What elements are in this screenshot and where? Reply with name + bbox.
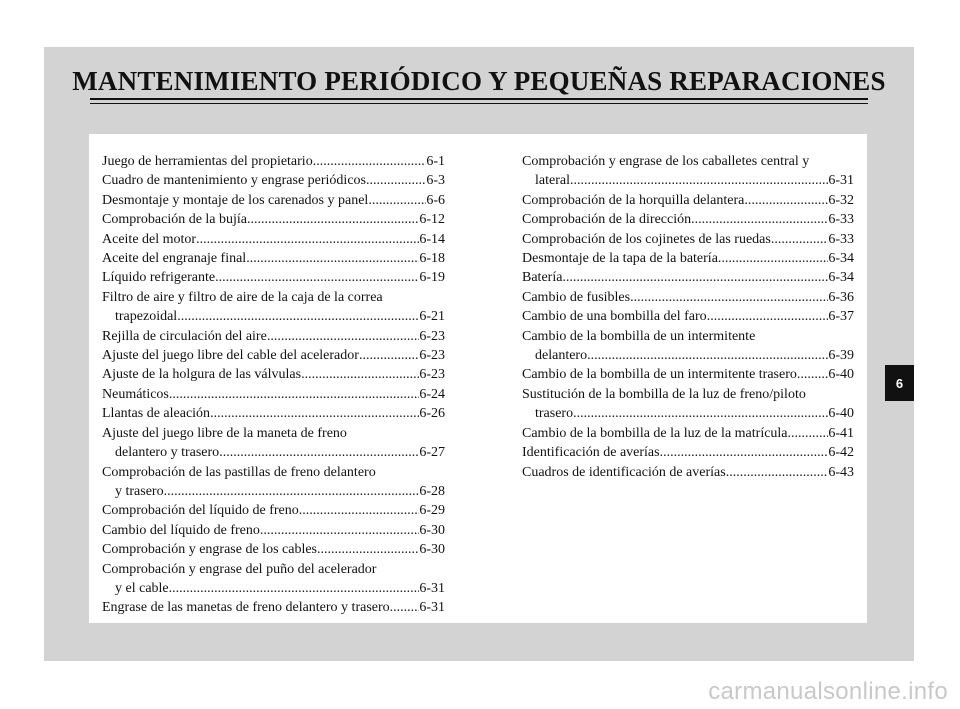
toc-entry-title: Comprobación de la dirección	[522, 212, 692, 228]
toc-entry-title: Sustitución de la bombilla de la luz de freno/piloto	[522, 386, 806, 402]
dot-leader	[359, 346, 419, 365]
toc-entry[interactable]	[102, 598, 445, 617]
toc-page-number: 6-31	[419, 580, 445, 596]
dot-leader	[210, 404, 419, 423]
toc-entry-title: Identificación de averías	[522, 445, 660, 461]
dot-leader	[771, 230, 829, 249]
toc-page-number: 6-39	[828, 348, 854, 364]
toc-page-number: 6-42	[828, 445, 854, 461]
dot-leader	[169, 385, 419, 404]
toc-entry-title: Comprobación y engrase de los cables	[102, 542, 317, 558]
toc-page-number: 6-6	[426, 192, 445, 208]
toc-entry[interactable]	[102, 268, 445, 287]
toc-entry[interactable]	[522, 365, 854, 384]
dot-leader	[788, 424, 829, 443]
toc-entry-title: Comprobación y engrase del puño del acelerador	[102, 561, 377, 577]
toc-entry[interactable]	[522, 210, 854, 229]
toc-entry-title: Comprobación de las pastillas de freno delantero	[102, 464, 376, 480]
toc-entry-title: Cuadro de mantenimiento y engrase periódicos	[102, 173, 366, 189]
toc-entry[interactable]	[102, 385, 445, 404]
toc-page-number: 6-26	[419, 406, 445, 422]
dot-leader	[718, 249, 828, 268]
dot-leader	[726, 463, 829, 482]
toc-entry[interactable]	[102, 521, 445, 540]
toc-entry-title: Neumáticos	[102, 386, 169, 402]
toc-entry-title: Batería	[522, 270, 563, 286]
toc-entry[interactable]	[102, 249, 445, 268]
toc-entry[interactable]	[102, 152, 445, 171]
toc-entry[interactable]	[102, 230, 445, 249]
dot-leader	[562, 268, 828, 287]
toc-page-number: 6-33	[828, 231, 854, 247]
toc-entry-title: Cambio de una bombilla del faro	[522, 309, 707, 325]
toc-entry[interactable]	[102, 327, 445, 346]
toc-page-number: 6-3	[426, 173, 445, 189]
dot-leader	[169, 579, 420, 598]
dot-leader	[215, 268, 419, 287]
toc-entry-title: Aceite del engranaje final	[102, 251, 247, 267]
dot-leader	[691, 210, 828, 229]
dot-leader	[246, 249, 419, 268]
toc-page-number: 6-30	[419, 542, 445, 558]
toc-page-number: 6-33	[828, 212, 854, 228]
toc-entry-title: Ajuste de la holgura de las válvulas	[102, 367, 302, 383]
toc-entry[interactable]	[102, 463, 445, 502]
toc-entry[interactable]	[522, 191, 854, 210]
toc-page-number: 6-32	[828, 192, 854, 208]
toc-column-right	[522, 152, 854, 482]
toc-page-number: 6-31	[419, 600, 445, 616]
toc-entry-title: Llantas de aleación	[102, 406, 211, 422]
dot-leader	[366, 171, 426, 190]
dot-leader	[570, 171, 828, 190]
section-tab[interactable]: 6	[885, 365, 914, 401]
toc-entry[interactable]	[522, 288, 854, 307]
dot-leader	[196, 230, 419, 249]
toc-page-number: 6-23	[419, 328, 445, 344]
toc-page-number: 6-23	[419, 348, 445, 364]
toc-page-number: 6-24	[419, 386, 445, 402]
toc-entry-title: Comprobación del líquido de freno	[102, 503, 299, 519]
dot-leader	[260, 521, 419, 540]
dot-leader	[247, 210, 419, 229]
dot-leader	[744, 191, 828, 210]
toc-entry-title: Comprobación de los cojinetes de las ruedas	[522, 231, 771, 247]
toc-entry-title: Ajuste del juego libre de la maneta de freno	[102, 425, 347, 441]
toc-entry-title: Cambio de la bombilla de un intermitente trasero	[522, 367, 797, 383]
dot-leader	[219, 443, 419, 462]
toc-entry[interactable]	[522, 230, 854, 249]
toc-page-number: 6-23	[419, 367, 445, 383]
toc-entry[interactable]	[102, 540, 445, 559]
toc-entry-title: Engrase de las manetas de freno delantero y trasero	[102, 600, 390, 616]
dot-leader	[313, 152, 427, 171]
toc-column-left	[102, 152, 445, 618]
dot-leader	[164, 482, 420, 501]
toc-entry[interactable]	[102, 501, 445, 520]
toc-entry-title: Cambio del líquido de freno	[102, 522, 260, 538]
dot-leader	[177, 307, 419, 326]
toc-entry[interactable]	[522, 463, 854, 482]
toc-page-number: 6-12	[419, 212, 445, 228]
toc-entry-title: trapezoidal	[115, 309, 178, 325]
dot-leader	[573, 404, 828, 423]
dot-leader	[368, 191, 426, 210]
toc-page-number: 6-36	[828, 289, 854, 305]
toc-entry[interactable]	[102, 560, 445, 599]
toc-entry-title: delantero	[535, 348, 588, 364]
dot-leader	[587, 346, 828, 365]
toc-entry-title: lateral	[535, 173, 570, 189]
toc-page-number: 6-1	[426, 154, 445, 169]
toc-page-number: 6-43	[828, 464, 854, 480]
dot-leader	[707, 307, 829, 326]
toc-entry[interactable]	[522, 424, 854, 443]
toc-page-number: 6-31	[828, 173, 854, 189]
dot-leader	[630, 288, 828, 307]
toc-entry-title: Aceite del motor	[102, 231, 197, 247]
toc-entry-title: y el cable	[115, 580, 169, 596]
toc-page-number: 6-18	[419, 251, 445, 267]
toc-page-number: 6-40	[828, 406, 854, 422]
toc-entry-title: Comprobación de la bujía	[102, 212, 248, 228]
watermark: carmanualsonline.info	[708, 678, 948, 705]
dot-leader	[299, 501, 420, 520]
toc-entry-title: Rejilla de circulación del aire	[102, 328, 267, 344]
table-of-contents	[89, 134, 867, 623]
toc-entry[interactable]	[522, 152, 854, 191]
title-rule-thick	[90, 98, 868, 100]
toc-page-number: 6-21	[419, 309, 445, 325]
toc-page-number: 6-19	[419, 270, 445, 286]
toc-entry-title: delantero y trasero	[115, 445, 220, 461]
title-rule-thin	[90, 103, 868, 104]
toc-entry[interactable]	[522, 307, 854, 326]
toc-page-number: 6-40	[828, 367, 854, 383]
toc-entry-title: Cambio de la bombilla de un intermitente	[522, 328, 756, 344]
toc-page-number: 6-34	[828, 270, 854, 286]
toc-entry[interactable]	[102, 365, 445, 384]
toc-entry-title: Cambio de fusibles	[522, 289, 631, 305]
toc-entry[interactable]	[102, 191, 445, 210]
toc-entry-title: Ajuste del juego libre del cable del acelerador	[102, 348, 359, 364]
toc-entry-title: Cambio de la bombilla de la luz de la matrícula	[522, 425, 788, 441]
toc-entry-title: Cuadros de identificación de averías	[522, 464, 726, 480]
toc-entry[interactable]	[102, 346, 445, 365]
toc-page-number: 6-27	[419, 445, 445, 461]
toc-page-number: 6-30	[419, 522, 445, 538]
toc-entry[interactable]	[102, 424, 445, 463]
dot-leader	[390, 598, 420, 617]
toc-entry-title: Comprobación y engrase de los caballetes central y	[522, 154, 810, 169]
toc-entry-title: Comprobación de la horquilla delantera	[522, 192, 745, 208]
toc-entry[interactable]	[102, 210, 445, 229]
toc-entry[interactable]	[102, 288, 445, 327]
toc-entry-title: Líquido refrigerante	[102, 270, 216, 286]
toc-entry[interactable]	[522, 385, 854, 424]
toc-page-number: 6-41	[828, 425, 854, 441]
toc-page-number: 6-34	[828, 251, 854, 267]
toc-entry[interactable]	[102, 404, 445, 423]
dot-leader	[301, 365, 419, 384]
toc-entry[interactable]	[102, 171, 445, 190]
page-title: MANTENIMIENTO PERIÓDICO Y PEQUEÑAS REPARACIONES	[72, 66, 886, 96]
toc-entry[interactable]	[522, 249, 854, 268]
toc-page-number: 6-28	[419, 483, 445, 499]
toc-entry-title: Desmontaje de la tapa de la batería	[522, 251, 718, 267]
toc-entry-title: Juego de herramientas del propietario	[102, 154, 313, 169]
toc-entry-title: Filtro de aire y filtro de aire de la caja de la correa	[102, 289, 383, 305]
toc-page-number: 6-29	[419, 503, 445, 519]
dot-leader	[660, 443, 829, 462]
toc-entry-title: Desmontaje y montaje de los carenados y panel	[102, 192, 369, 208]
dot-leader	[317, 540, 419, 559]
toc-entry-title: y trasero	[115, 483, 164, 499]
toc-page-number: 6-37	[828, 309, 854, 325]
toc-entry[interactable]	[522, 268, 854, 287]
dot-leader	[797, 365, 828, 384]
toc-entry[interactable]	[522, 327, 854, 366]
toc-entry-title: trasero	[535, 406, 574, 422]
toc-entry[interactable]	[522, 443, 854, 462]
toc-page-number: 6-14	[419, 231, 445, 247]
dot-leader	[267, 327, 420, 346]
